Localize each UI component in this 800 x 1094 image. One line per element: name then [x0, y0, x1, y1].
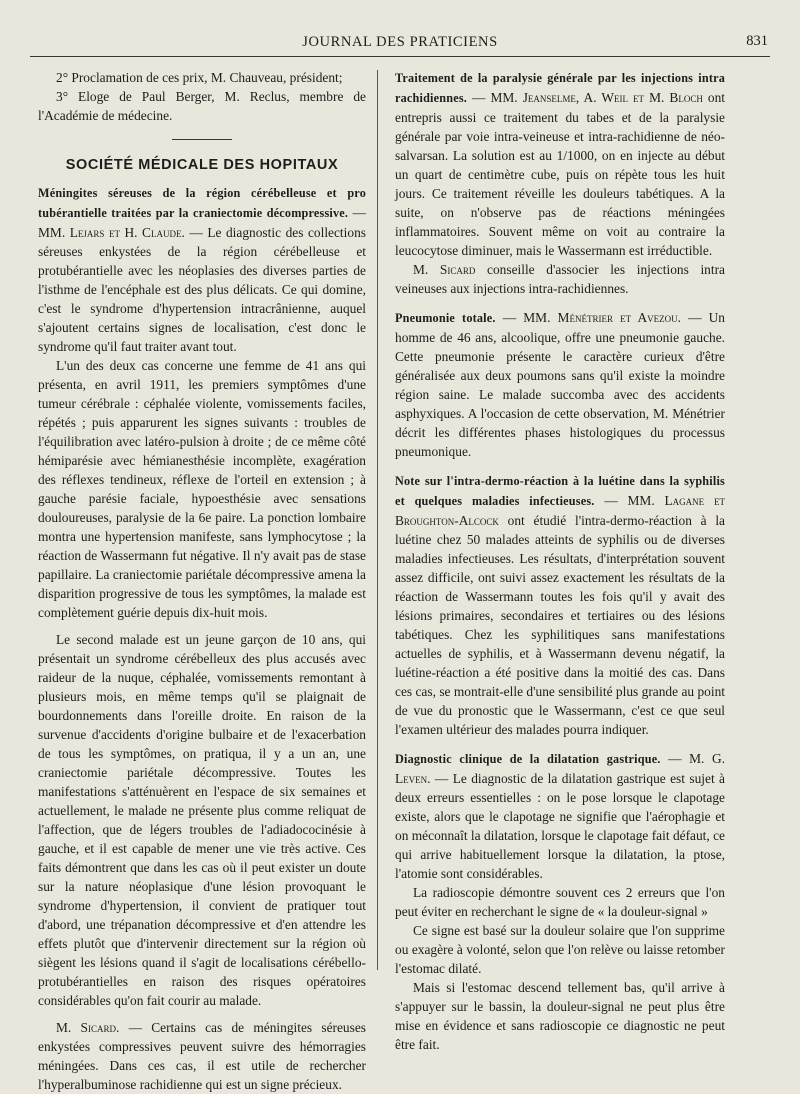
- entry-authors: — MM. Jeanselme, A. Weil et M. Bloch: [467, 90, 703, 105]
- entry-dilatation: [395, 749, 725, 1054]
- entry-text: Un homme de 46 ans, alcoolique, offre une pneumonie gauche. Cette pneumonie présente le caractère curieux d'être généralisée aux deux poumons sans qu'il existe la moindre région saine. Le malade succomba avec des accidents asphyxiques. A l'occasion de cette observation, M. Ménétrier décrit les différentes phases histologiques du processus pneumonique.: [395, 310, 725, 459]
- entry-pneumonie: [395, 308, 725, 461]
- entry-luetine: [395, 471, 725, 739]
- entry-title: Diagnostic clinique de la dilatation gastrique.: [395, 752, 661, 766]
- radioscopie-paragraph: La radioscopie démontre souvent ces 2 erreurs que l'on peut éviter en recherchant le signe de « la douleur-signal »: [395, 885, 725, 919]
- prize-line: 2° Proclamation de ces prix, M. Chauveau, président;: [56, 70, 343, 85]
- journal-title: JOURNAL DES PRATICIENS: [302, 34, 498, 50]
- case-one-paragraph: L'un des deux cas concerne une femme de 41 ans qui présenta, en avril 1911, les premiers symptômes d'une tumeur cérébrale : céphalée violente, vomissements faciles, répétés ; puis apparurent les signes suivants : troubles de l'équilibration avec latéro-pulsion à droite ; de ce même côté hémiparésie avec hémianesthésie incomplète, exagération des réflexes tendineux, réflexe de l'orteil en extension ; à gauche parésie faciale, hypoesthésie avec sensations douloureuses, paralysie de la 6e paire. La ponction lombaire montra une hypertension manifeste, sans lymphocytose ; la réaction de Wassermann fut négative. Il n'y avait pas de stase papillaire. La craniectomie pariétale décompressive amena la disparition progressive de tous les symptômes, la malade est complètement guérie depuis dix-huit mois.: [38, 358, 366, 620]
- entry-text: ont entrepris aussi ce traitement du tabes et de la paralysie générale par voie intra-veineuse et intra-rachidienne de néo-salvarsan. La solution est au 1/1000, on en injecte au début un quart de centimètre cube, puis on répète tous les huit jours. Ce traitement réveille les douleurs tabétiques. A la suite, on n'observe pas de réactions méningées inflammatoires. Souvent même on voit au contraire la leucocytose diminuer, mais le Wassermann est irréductible.: [395, 90, 725, 258]
- running-header: [30, 30, 770, 57]
- followup-author: M. Sicard: [413, 262, 476, 277]
- section-rule: [172, 139, 232, 140]
- page-number: 831: [746, 33, 768, 49]
- entry-title: Pneumonie totale.: [395, 311, 496, 325]
- case-two-paragraph: Le second malade est un jeune garçon de 10 ans, qui présentait un syndrome cérébelleux des plus accusés avec raideur de la nuque, céphalée, vomissements remontant à plusieurs mois, en même temps qu'il se plaignait de bourdonnements dans l'oreille droite. En raison de la survenue d'accidents d'origine bulbaire et de l'exacerbation de tous les symptômes, on pratiqua, il y a un an, une craniectomie pariétale décompressive. Toutes les manifestations s'atténuèrent en l'espace de six semaines et actuellement, le malade ne présente plus comme reliquat de l'affection, que de légers troubles de l'adiadococinésie à gauche, et il est capable de mener une vie très active. Ces faits démontrent que dans les cas où il peut exister un doute sur la nature néoplasique d'une lésion provoquant le syndrome d'hypertension, il convient de pratiquer tout d'abord, une trépanation décompressive et d'en attendre les effets plutôt que d'intervenir directement sur la région où siègent les lésions quand il s'agit de localisations cérébello-protubérantielles en raison des risques opératoires considérables qu'on fait courir au malade.: [38, 632, 366, 1008]
- entry-text: Le diagnostic des collections séreuses enkystées de la région cérébelleuse et protubérantielle avec les néoplasies des diverses parties de l'isthme de l'encéphale est des plus délicats. Ce qui domine, c'est le syndrome d'hypertension intracrânienne, auquel s'ajoutent certains signes de localisation, c'est donc le syndrome qu'il faut traiter avant tout.: [38, 225, 366, 354]
- entry-authors: — MM. Ménétrier et Avezou. —: [495, 310, 709, 325]
- entry-authors: — M. G. Leven.: [395, 751, 725, 786]
- signe-paragraph: Ce signe est basé sur la douleur solaire que l'on supprime ou exagère à volonté, selon que l'on relève ou laisse retomber l'estomac dilaté.: [395, 923, 725, 976]
- entry-text: ont étudié l'intra-dermo-réaction à la luétine chez 50 malades atteints de syphilis ou de diverses maladies infectieuses. Les résultats, d'interprétation souvent assez difficile, ont suivi assez exactement les résultats de la réaction de Wassermann toutes les fois qu'il y avait des lésions primaires, secondaires et tertiaires ou des lésions tabétiques. Chez les syphilitiques sans manifestations actuelles de syphilis, et à Wassermann devenu négatif, la luétine-réaction a été positive dans la moitié des cas. Dans ces cas, se montrait-elle d'une sensibilité plus grande au point de vue du pronostic que le Wassermann, c'est ce que seul l'examen ultérieur des malades pourra indiquer.: [395, 513, 725, 737]
- column-divider: [377, 70, 378, 970]
- entry-text: — Le diagnostic de la dilatation gastrique est sujet à deux erreurs essentielles : on le pose lorsque le clapotage existe, alors que le clapotage ne signifie que l'aérophagie et on méconnaît la dilatation, lorsque le clapotage fait défaut, ce qui arrive habituellement lorsque la dilatation, la ptose, l'atomie sont considérables.: [395, 771, 725, 881]
- right-column: [395, 68, 725, 1064]
- entry-title: Note sur l'intra-dermo-réaction à la luétine dans la syphilis et quelques maladies infectieuses.: [395, 474, 725, 508]
- estomac-paragraph: Mais si l'estomac descend tellement bas, qu'il arrive à s'appuyer sur le bassin, la douleur-signal ne peut plus être mise en évidence et sans radioscopie ce diagnostic ne peut être fait.: [395, 980, 725, 1052]
- section-title: SOCIÉTÉ MÉDICALE DES HOPITAUX: [65, 157, 339, 173]
- entry-authors: — MM. Lagane et Broughton-Alcock: [395, 493, 725, 528]
- eloge-line: 3° Eloge de Paul Berger, M. Reclus, membre de l'Académie de médecine.: [38, 89, 366, 123]
- entry-followup: [395, 260, 725, 298]
- sicard-text: — Certains cas de méningites séreuses enkystées compressives peuvent suivre des hémorragies méningées. Dans ces cas, il est utile de rechercher l'hyperalbuminose rachidienne qui est un signe précieux.: [38, 1020, 366, 1092]
- entry-authors: — MM. Lejars et H. Claude. —: [38, 205, 366, 240]
- left-column: [38, 68, 366, 1094]
- entry-meningites: [38, 183, 366, 356]
- entry-title: Traitement de la paralysie générale par les injections intra rachidiennes.: [395, 71, 725, 105]
- entry-paralysie: [395, 68, 725, 298]
- sicard-paragraph: [38, 1018, 366, 1094]
- entry-title: Méningites séreuses de la région cérébelleuse et pro tubérantielle traitées par la craniectomie décompressive.: [38, 186, 366, 220]
- followup-text: conseille d'associer les injections intra veineuses aux injections intra-rachidiennes.: [395, 262, 725, 296]
- sicard-author: M. Sicard.: [56, 1020, 120, 1035]
